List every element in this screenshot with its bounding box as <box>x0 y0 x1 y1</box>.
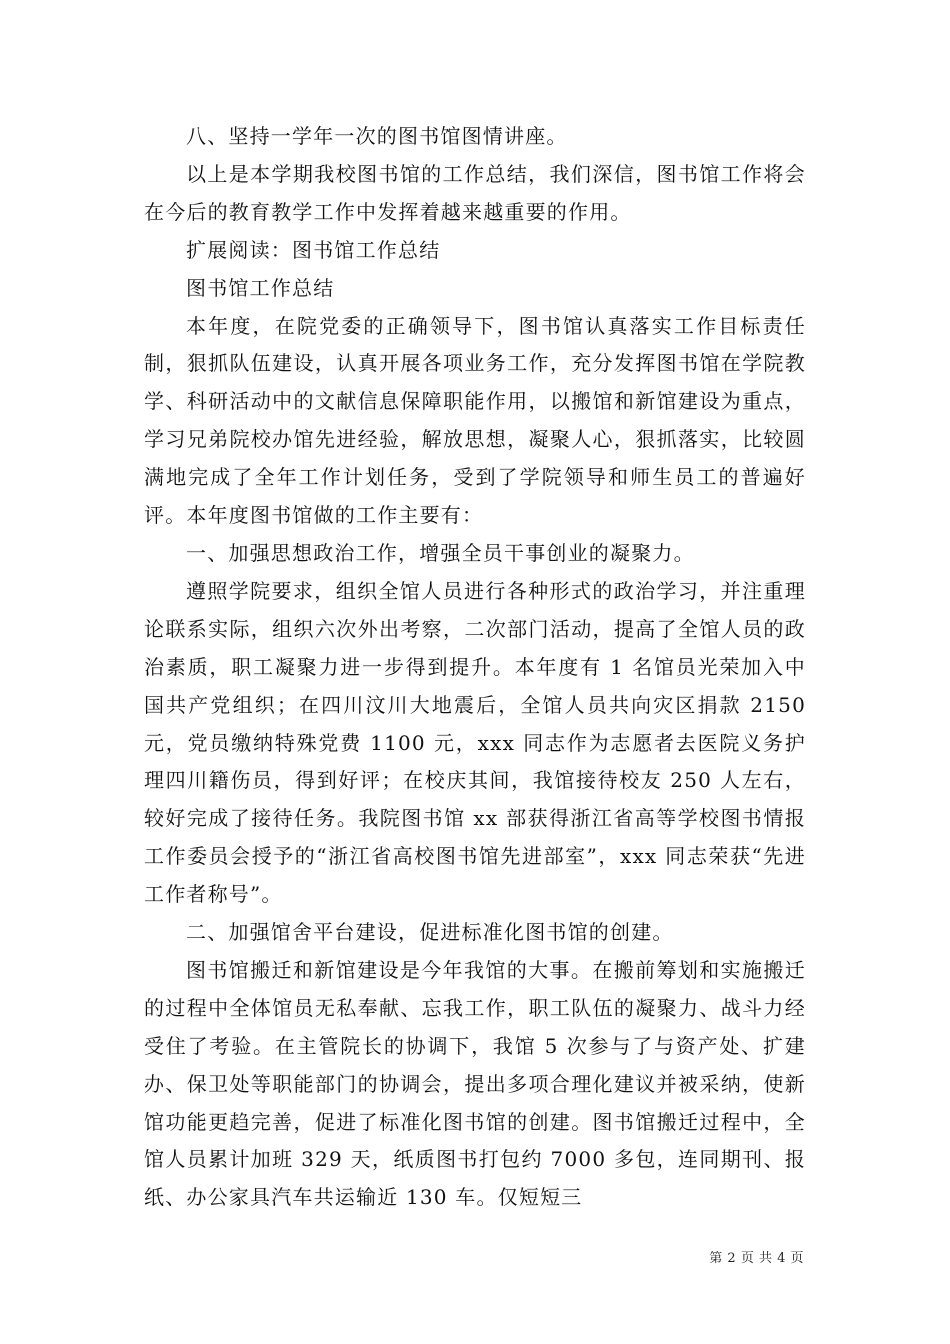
section-title: 图书馆工作总结 <box>186 275 335 300</box>
paragraph-item-8: 八、坚持一学年一次的图书馆图情讲座。 <box>186 124 568 148</box>
paragraph-extended-reading: 扩展阅读：图书馆工作总结 <box>186 237 441 262</box>
paragraph-summary: 以上是本学期我校图书馆的工作总结，我们深信，图书馆工作将会在今后的教育教学工作中发挥着越来越重要的作用。 <box>144 161 806 224</box>
paragraph-intro: 本年度，在院党委的正确领导下，图书馆认真落实工作目标责任制，狠抓队伍建设，认真开展各项业务工作，充分发挥图书馆在学院教学、科研活动中的文献信息保障职能作用，以搬馆和新馆建设为重点，学习兄弟院校办馆先进经验，解放思想，凝聚人心，狠抓落实，比较圆满地完成了全年工作计划任务，受到了学院领导和师生员工的普遍好评。本年度图书馆做的工作主要有： <box>144 313 806 528</box>
heading-section-2: 二、加强馆舍平台建设，促进标准化图书馆的创建。 <box>186 920 674 945</box>
page-number: 第 2 页 共 4 页 <box>709 1251 804 1266</box>
document-body <box>144 118 806 1217</box>
heading-section-1: 一、加强思想政治工作，增强全员干事创业的凝聚力。 <box>186 540 695 565</box>
paragraph-section-1: 遵照学院要求，组织全馆人员进行各种形式的政治学习，并注重理论联系实际，组织六次外出考察，二次部门活动，提高了全馆人员的政治素质，职工凝聚力进一步得到提升。本年度有 1 名馆员光荣加入中国共产党组织；在四川汶川大地震后，全馆人员共向灾区捐款 2150 元，党员缴纳特殊党费 1100 元，xxx 同志作为志愿者去医院义务护理四川籍伤员，得到好评；在校庆其间，我馆接待校友 250 人左右，较好完成了接待任务。我院图书馆 xx 部获得浙江省高等学校图书情报工作委员会授予的“浙江省高校图书馆先进部室”，xxx 同志荣获“先进工作者称号”。 <box>144 578 806 907</box>
paragraph-section-2: 图书馆搬迁和新馆建设是今年我馆的大事。在搬前筹划和实施搬迁的过程中全体馆员无私奉献、忘我工作，职工队伍的凝聚力、战斗力经受住了考验。在主管院长的协调下，我馆 5 次参与了与资产处、扩建办、保卫处等职能部门的协调会，提出多项合理化建议并被采纳，使新馆功能更趋完善，促进了标准化图书馆的创建。图书馆搬迁过程中，全馆人员累计加班 329 天，纸质图书打包约 7000 多包，连同期刊、报纸、办公家具汽车共运输近 130 车。仅短短三 <box>144 957 806 1210</box>
